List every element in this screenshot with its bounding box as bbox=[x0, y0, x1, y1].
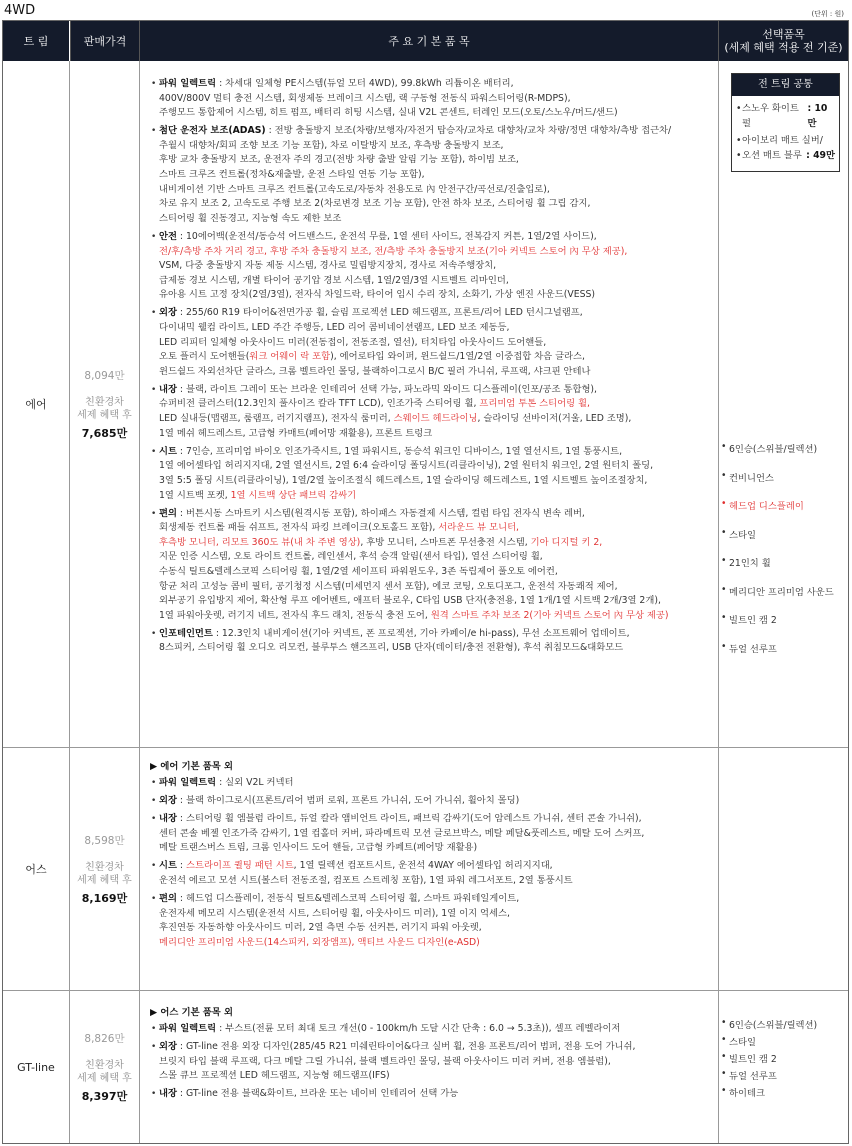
feature-text: : 부스트(전륜 모터 최대 토크 개선(0 - 100km/h 도달 시간 단축 : 6.0 → 5.3초)), 셀프 레벨라이저 bbox=[216, 1023, 621, 1034]
feature-line bbox=[159, 106, 714, 121]
option-item: • 스타일 bbox=[719, 1034, 817, 1048]
option-item: • 스타일 bbox=[719, 527, 834, 541]
feature-text: VSM, 다중 충돌방지 자동 제동 시스템, 경사로 밀림방지장치, 경사로 저속주행장치, bbox=[159, 260, 497, 272]
feature-list bbox=[140, 77, 718, 656]
feature-line bbox=[159, 827, 714, 842]
feature-text: 내비게이션 기반 스마트 크루즈 컨트롤(고속도로/자동차 전용도로 內 안전구간/곡선로/진출입로), bbox=[159, 183, 550, 195]
feature-text: 스몰 큐브 프로젝션 LED 헤드램프, 지능형 헤드램프(IFS) bbox=[159, 1070, 390, 1082]
eco-label: 세제 혜택 후 bbox=[77, 1072, 132, 1084]
feature-list bbox=[150, 776, 714, 951]
feature-text: 항균 처리 고성능 콤비 필터, 공기청정 시스템(미세먼지 센서 포함), 에코 코팅, 오토디포그, 운전석 자동쾌적 제어, bbox=[159, 580, 618, 592]
trim-name: 어스 bbox=[25, 863, 47, 876]
feature-line bbox=[159, 580, 714, 595]
feature-text: 브릿지 타입 블랙 루프랙, 다크 메탈 그릴 가니쉬, 블랙 벨트라인 몰딩, 블랙 아웃사이드 미러 커버, 전용 엠블럼), bbox=[159, 1055, 611, 1067]
header-price: 판매가격 bbox=[70, 21, 139, 61]
feature-text: 차로 유지 보조 2, 고속도로 주행 보조 2(차로변경 보조 기능 포함), 안전 하차 보조, 스티어링 휠 그립 감지, bbox=[159, 198, 591, 210]
highlight-text: 후측방 모니터, 리모트 360도 뷰(내 차 주변 영상) bbox=[159, 536, 361, 548]
feature-text: 후방 교차 충돌방지 보조, 운전자 주의 경고(전방 차량 출발 알림 기능 포함), 하이빔 보조, bbox=[159, 154, 519, 166]
option-item: • 헤드업 디스플레이 bbox=[719, 498, 834, 512]
feature-line bbox=[159, 230, 714, 245]
feature-line bbox=[159, 1022, 714, 1037]
feature-line bbox=[159, 412, 714, 427]
feature-line bbox=[159, 1087, 714, 1102]
feature-text: 센터 콘솔 베젤 인조가죽 감싸기, 1열 컵홀더 커버, 파라메트릭 모션 글로브박스, 메탈 페달&풋레스트, 메탈 도어 스커프, bbox=[159, 827, 645, 839]
feature-item bbox=[150, 859, 714, 888]
common-option-name: • 아이보리 매트 실버/ bbox=[736, 134, 823, 149]
feature-item bbox=[150, 1087, 714, 1102]
feature-text: : bbox=[176, 860, 187, 872]
common-option-name: • 오션 매트 블루 bbox=[736, 149, 802, 164]
feature-line bbox=[159, 921, 714, 936]
feature-line bbox=[159, 336, 714, 351]
feature-item bbox=[150, 306, 714, 379]
feature-text: : GT-line 전용 블랙&화이트, 브라운 또는 네이비 인테리어 선택 가능 bbox=[176, 1088, 459, 1100]
feature-text: ), 에어로타입 와이퍼, 윈드쉴드/1열/2열 이중접합 차음 글라스, bbox=[330, 351, 585, 363]
highlight-text: 스트라이프 퀼팅 패턴 시트 bbox=[186, 860, 294, 872]
feature-item bbox=[150, 77, 714, 121]
price: 8,094만 bbox=[84, 369, 125, 382]
feature-text: : 7인승, 프리미엄 바이오 인조가죽시트, 1열 파워시트, 동승석 워크인 디바이스, 1열 열선시트, 1열 통풍시트, bbox=[176, 445, 623, 457]
feature-text: 1열 에어셀타입 허리지지대, 2열 열선시트, 2열 6:4 슬라이딩 폴딩시트(리클라이닝), 2열 원터치 워크인, 2열 원터치 폴딩, bbox=[159, 460, 654, 472]
feature-line bbox=[159, 1069, 714, 1084]
unit-note: (단위 : 원) bbox=[811, 10, 844, 18]
eco-label: 친환경차 bbox=[85, 1059, 124, 1071]
feature-category: 외장 bbox=[159, 1041, 177, 1053]
header-trim: 트 림 bbox=[3, 21, 69, 61]
feature-text: 400V/800V 멀티 충전 시스템, 회생제동 브레이크 시스템, 랙 구동형 전동식 파워스티어링(R-MDPS), bbox=[159, 92, 571, 104]
feature-text: , 슬라이딩 선바이저(거울, LED 조명), bbox=[477, 413, 632, 425]
page-title: 4WD bbox=[4, 3, 36, 18]
feature-item bbox=[150, 383, 714, 441]
section-subhead: ▶ 에어 기본 품목 외 bbox=[150, 761, 233, 772]
feature-text: 오토 플러시 도어핸들( bbox=[159, 351, 250, 363]
feature-category: 외장 bbox=[159, 307, 177, 319]
feature-text: 후진연동 자동하향 아웃사이드 미러, 2열 측면 수동 선커튼, 러기지 파워 아웃렛, bbox=[159, 922, 482, 934]
header-features: 주 요 기 본 품 목 bbox=[139, 21, 718, 61]
feature-category: 시트 bbox=[159, 860, 177, 872]
feature-line bbox=[159, 812, 714, 827]
feature-category: 편의 bbox=[159, 507, 177, 519]
feature-text: : 헤드업 디스플레이, 전동식 틸트&텔레스코픽 스티어링 휠, 스마트 파워테일게이트, bbox=[176, 893, 520, 905]
feature-text: 추월시 대향차/회피 조향 보조 기능 포함), 차로 이탈방지 보조, 후측방 충돌방지 보조, bbox=[159, 139, 504, 151]
feature-line bbox=[159, 936, 714, 951]
eco-label: 세제 혜택 후 bbox=[77, 409, 132, 421]
feature-section bbox=[140, 1005, 718, 1102]
feature-text: : GT-line 전용 외장 디자인(285/45 R21 미쉐린타이어&다크 실버 휠, 전용 프론트/리어 범퍼, 전용 도어 가니쉬, bbox=[176, 1041, 636, 1053]
feature-text: : 255/60 R19 타이어&전면가공 휠, 슬림 프로젝션 LED 헤드램프, 프론트/리어 LED 턴시그널램프, bbox=[176, 307, 583, 319]
feature-line bbox=[159, 245, 714, 260]
feature-text: 운전석 에르고 모션 시트(볼스터 전동조절, 컴포트 스트레칭 포함), 1열 파워 레그서포트, 2열 통풍시트 bbox=[159, 875, 573, 887]
feature-line bbox=[159, 288, 714, 303]
feature-line bbox=[159, 350, 714, 365]
common-options-title: 전 트림 공통 bbox=[732, 74, 839, 96]
feature-line bbox=[159, 609, 714, 624]
highlight-text: 서라운드 뷰 모니터, bbox=[438, 522, 520, 534]
feature-text: 슈퍼비전 클러스터(12.3인치 풀사이즈 칼라 TFT LCD), 인조가죽 스티어링 휠, bbox=[159, 398, 480, 410]
feature-line bbox=[159, 168, 714, 183]
feature-text: : 실외 V2L 커넥터 bbox=[216, 777, 294, 788]
header-options-subtitle: (세제 혜택 적용 전 기준) bbox=[724, 41, 843, 54]
feature-text: 3열 5:5 폴딩 시트(리클라이닝), 1열/2열 높이조절식 헤드레스트, 1열 슬라이딩 헤드레스트, 1열 시트벨트 높이조절장치, bbox=[159, 474, 648, 486]
feature-item bbox=[150, 1040, 714, 1084]
feature-text: : 차세대 일체형 PE시스템(듀얼 모터 4WD), 99.8kWh 리튬이온 배터리, bbox=[216, 78, 514, 89]
feature-text: 메탈 트랜스버스 트림, 크롬 인사이드 도어 핸들, 고급형 카페트(페어망 재활용) bbox=[159, 842, 478, 854]
feature-category: 시트 bbox=[159, 445, 177, 457]
spec-table bbox=[2, 20, 849, 1144]
feature-text: 급제동 경보 시스템, 개별 타이어 공기압 경보 시스템, 1열/2열/3열 시트벨트 리마인더, bbox=[159, 274, 509, 286]
option-item: • 듀얼 선루프 bbox=[719, 1068, 817, 1082]
option-list bbox=[719, 1017, 817, 1102]
feature-text: 유아용 시트 고정 장치(2열/3열), 전자식 차일드락, 타이어 임시 수리 장치, 소화기, 가상 엔진 사운드(VESS) bbox=[159, 289, 596, 301]
feature-category: 안전 bbox=[159, 230, 177, 242]
feature-line bbox=[159, 365, 714, 380]
feature-category: 파워 일렉트릭 bbox=[159, 78, 217, 89]
feature-line bbox=[159, 1055, 714, 1070]
highlight-text: 메리디안 프리미엄 사운드(14스피커, 외장앰프), 액티브 사운드 디자인(e-ASD) bbox=[159, 936, 480, 948]
option-item: • 빌트인 캠 2 bbox=[719, 1051, 817, 1065]
feature-line bbox=[159, 627, 714, 642]
price: 8,826만 bbox=[84, 1032, 125, 1045]
feature-line bbox=[159, 794, 714, 809]
feature-text: : 스티어링 휠 엠블럼 라이트, 듀얼 칼라 앰비언트 라이트, 패브릭 감싸기(도어 암레스트 가니쉬, 센터 콘솔 가니쉬), bbox=[176, 813, 642, 825]
eco-label: 세제 혜택 후 bbox=[77, 874, 132, 886]
feature-category: 파워 일렉트릭 bbox=[159, 777, 217, 788]
feature-text: : 블랙 하이그로시(프론트/리어 범퍼 로워, 프론트 가니쉬, 도어 가니쉬, 휠아치 몰딩) bbox=[176, 795, 520, 807]
feature-item bbox=[150, 507, 714, 624]
feature-item bbox=[150, 445, 714, 503]
feature-line bbox=[159, 489, 714, 504]
highlight-text: 스웨이드 헤드라이닝 bbox=[393, 413, 478, 425]
feature-line bbox=[159, 594, 714, 609]
feature-item bbox=[150, 776, 714, 791]
option-item: • 21인치 휠 bbox=[719, 555, 834, 569]
option-item: • 6인승(스위블/릴렉션) bbox=[719, 1017, 817, 1031]
feature-item bbox=[150, 794, 714, 809]
feature-item bbox=[150, 892, 714, 950]
feature-text: 다이내믹 웰컴 라이트, LED 주간 주행등, LED 리어 콤비네이션램프, LED 보조 제동등, bbox=[159, 322, 510, 333]
highlight-text: 전/후/측방 주차 거리 경고, 후방 주차 충돌방지 보조, 전/측방 주차 충돌방지 보조(기아 커넥트 스토어 內 무상 제공), bbox=[159, 245, 628, 257]
feature-text: 스티어링 휠 진동경고, 지능형 속도 제한 보조 bbox=[159, 212, 342, 224]
highlight-text: 워크 어웨이 락 포함 bbox=[249, 351, 331, 363]
common-options-box bbox=[731, 73, 840, 172]
option-item: • 듀얼 선루프 bbox=[719, 641, 834, 655]
feature-category: 내장 bbox=[159, 813, 177, 825]
option-item: • 6인승(스위블/릴렉션) bbox=[719, 441, 834, 455]
feature-line bbox=[159, 445, 714, 460]
feature-text: : 버튼시동 스마트키 시스템(원격시동 포함), 하이패스 자동결제 시스템, 컬럼 타입 전자식 변속 레버, bbox=[176, 507, 585, 519]
section-subhead: ▶ 어스 기본 품목 외 bbox=[150, 1007, 233, 1018]
feature-text: , 후방 모니터, 스마트폰 무선충전 시스템, bbox=[360, 536, 531, 548]
feature-item bbox=[150, 230, 714, 303]
feature-category: 파워 일렉트릭 bbox=[159, 1023, 217, 1034]
option-item: • 메리디안 프리미엄 사운드 bbox=[719, 584, 834, 598]
eco-price: 8,397만 bbox=[81, 1089, 128, 1103]
trim-name: 에어 bbox=[25, 398, 47, 411]
feature-line bbox=[159, 77, 714, 92]
eco-label: 친환경차 bbox=[85, 396, 124, 408]
option-list bbox=[719, 441, 834, 669]
feature-line bbox=[159, 321, 714, 336]
feature-item bbox=[150, 812, 714, 856]
trim-price-cell bbox=[70, 61, 139, 747]
feature-text: 주행모드 통합제어 시스템, 히트 펌프, 배터리 히팅 시스템, 실내 V2L 콘센트, 터레인 모드(오토/스노우/머드/샌드) bbox=[159, 107, 618, 119]
feature-line bbox=[159, 521, 714, 536]
feature-text: 회생제동 컨트롤 패들 쉬프트, 전자식 파킹 브레이크(오토홀드 포함), bbox=[159, 522, 439, 534]
feature-list bbox=[150, 1022, 714, 1102]
eco-price: 7,685만 bbox=[81, 426, 128, 440]
common-option-name: • 스노우 화이트 펄 bbox=[736, 102, 808, 131]
feature-category: 외장 bbox=[159, 795, 177, 807]
trim-price-cell bbox=[70, 991, 139, 1143]
highlight-text: 1열 시트백 상단 패브릭 감싸기 bbox=[230, 489, 357, 501]
feature-text: 스마트 크루즈 컨트롤(정차&재출발, 운전 스타일 연동 기능 포함), bbox=[159, 169, 425, 181]
feature-line bbox=[159, 841, 714, 856]
feature-category: 첨단 운전자 보조(ADAS) bbox=[159, 125, 266, 137]
feature-text: , 1열 릴렉션 컴포트시트, 운전석 4WAY 에어셀타입 허리지지대, bbox=[293, 860, 553, 872]
feature-text: : 전방 충돌방지 보조(차량/보행자/자전거 탑승자/교차로 대향차/교차 차량/정면 대향차/측방 접근차/ bbox=[265, 125, 672, 137]
options-cell bbox=[719, 61, 850, 747]
feature-category: 편의 bbox=[159, 893, 177, 905]
feature-line bbox=[159, 776, 714, 791]
trim-name: GT-line bbox=[17, 1060, 55, 1074]
feature-line bbox=[159, 124, 714, 139]
feature-text: : 10에어백(운전석/동승석 어드밴스드, 운전석 무릎, 1열 센터 사이드, 전복감지 커튼, 1열/2열 사이드), bbox=[176, 230, 597, 242]
feature-text: 외부공기 유입방지 제어, 확산형 루프 에어벤트, 애프터 블로우, C타입 USB 단자(충전용, 1열 1개/1열 시트백 2개/3열 2개), bbox=[159, 595, 661, 607]
feature-line bbox=[159, 212, 714, 227]
header-options-title: 선택품목 bbox=[762, 28, 805, 41]
feature-line bbox=[159, 139, 714, 154]
feature-text: 수동식 틸트&텔레스코픽 스티어링 휠, 1열/2열 세이프티 파워윈도우, 3존 독립제어 풀오토 에어컨, bbox=[159, 566, 558, 577]
feature-line bbox=[159, 550, 714, 565]
feature-text: LED 리피터 일체형 아웃사이드 미러(전동접이, 전동조절, 열선), 터치타입 아웃사이드 도어핸들, bbox=[159, 336, 547, 348]
feature-text: : 블랙, 라이트 그레이 또는 브라운 인테리어 선택 가능, 파노라믹 와이드 디스플레이(인포/공조 통합형), bbox=[176, 383, 598, 395]
feature-line bbox=[159, 383, 714, 398]
feature-line bbox=[159, 907, 714, 922]
feature-line bbox=[159, 1040, 714, 1055]
feature-category: 내장 bbox=[159, 383, 177, 395]
feature-text: : 12.3인치 내비게이션(기아 커넥트, 폰 프로젝션, 기아 카페이/e hi-pass), 무선 소프트웨어 업데이트, bbox=[212, 627, 630, 639]
feature-text: 8스피커, 스티어링 휠 오디오 리모컨, 블루투스 핸즈프리, USB 단자(데이터/충전 전환형), 후석 취침모드&대화모드 bbox=[159, 642, 624, 654]
option-item: • 빌트인 캠 2 bbox=[719, 612, 834, 626]
feature-line bbox=[159, 474, 714, 489]
feature-text: 1열 시트백 포켓, bbox=[159, 489, 231, 501]
feature-item bbox=[150, 124, 714, 226]
eco-label: 친환경차 bbox=[85, 861, 124, 873]
common-option-price: : 10만 bbox=[807, 103, 828, 129]
feature-line bbox=[159, 92, 714, 107]
option-item: • 컨비니언스 bbox=[719, 470, 834, 484]
feature-text: 윈드쉴드 자외선차단 글라스, 크롬 벨트라인 몰딩, 블랙하이그로시 B/C 필러 가니쉬, 루프랙, 샤크핀 안테나 bbox=[159, 365, 591, 377]
feature-line bbox=[159, 427, 714, 442]
feature-category: 인포테인먼트 bbox=[159, 627, 213, 639]
feature-category: 내장 bbox=[159, 1088, 177, 1100]
option-item: • 하이테크 bbox=[719, 1085, 817, 1099]
feature-text: LED 실내등(맵램프, 룸램프, 러기지램프), 전자식 룸미러, bbox=[159, 413, 394, 425]
feature-section bbox=[140, 759, 718, 951]
feature-line bbox=[159, 153, 714, 168]
highlight-text: 프리미엄 투톤 스티어링 휠, bbox=[479, 398, 590, 410]
feature-line bbox=[159, 183, 714, 198]
feature-line bbox=[159, 274, 714, 289]
common-option-price: : 49만 bbox=[806, 149, 835, 161]
feature-text: 1열 메쉬 헤드레스트, 고급형 카매트(페어망 재활용), 프론트 트렁크 bbox=[159, 427, 433, 439]
feature-line bbox=[159, 859, 714, 874]
eco-price: 8,169만 bbox=[81, 891, 128, 905]
feature-line bbox=[159, 507, 714, 522]
feature-line bbox=[159, 306, 714, 321]
highlight-text: 원격 스마트 주차 보조 2(기아 커넥트 스토어 內 무상 제공) bbox=[430, 609, 669, 621]
highlight-text: 기아 디지털 키 2, bbox=[530, 536, 603, 548]
feature-line bbox=[159, 874, 714, 889]
feature-line bbox=[159, 641, 714, 656]
options-cell bbox=[719, 991, 850, 1143]
feature-text: 지문 인증 시스템, 오토 라이트 컨트롤, 레인센서, 후석 승객 알림(센서 타입), 열선 스티어링 휠, bbox=[159, 551, 543, 563]
feature-text: 1열 파워아웃렛, 러기지 네트, 전자식 후드 래치, 전동식 충전 도어, bbox=[159, 609, 431, 621]
feature-line bbox=[159, 397, 714, 412]
price: 8,598만 bbox=[84, 834, 125, 847]
feature-line bbox=[159, 259, 714, 274]
feature-line bbox=[159, 536, 714, 551]
feature-item bbox=[150, 1022, 714, 1037]
feature-line bbox=[159, 565, 714, 580]
feature-line bbox=[159, 459, 714, 474]
trim-price-cell bbox=[70, 748, 139, 990]
header-options bbox=[718, 21, 848, 61]
feature-text: 운전자세 메모리 시스템(운전석 시트, 스티어링 휠, 아웃사이드 미러), 1열 이지 억세스, bbox=[159, 907, 510, 919]
feature-item bbox=[150, 627, 714, 656]
feature-line bbox=[159, 892, 714, 907]
feature-line bbox=[159, 197, 714, 212]
